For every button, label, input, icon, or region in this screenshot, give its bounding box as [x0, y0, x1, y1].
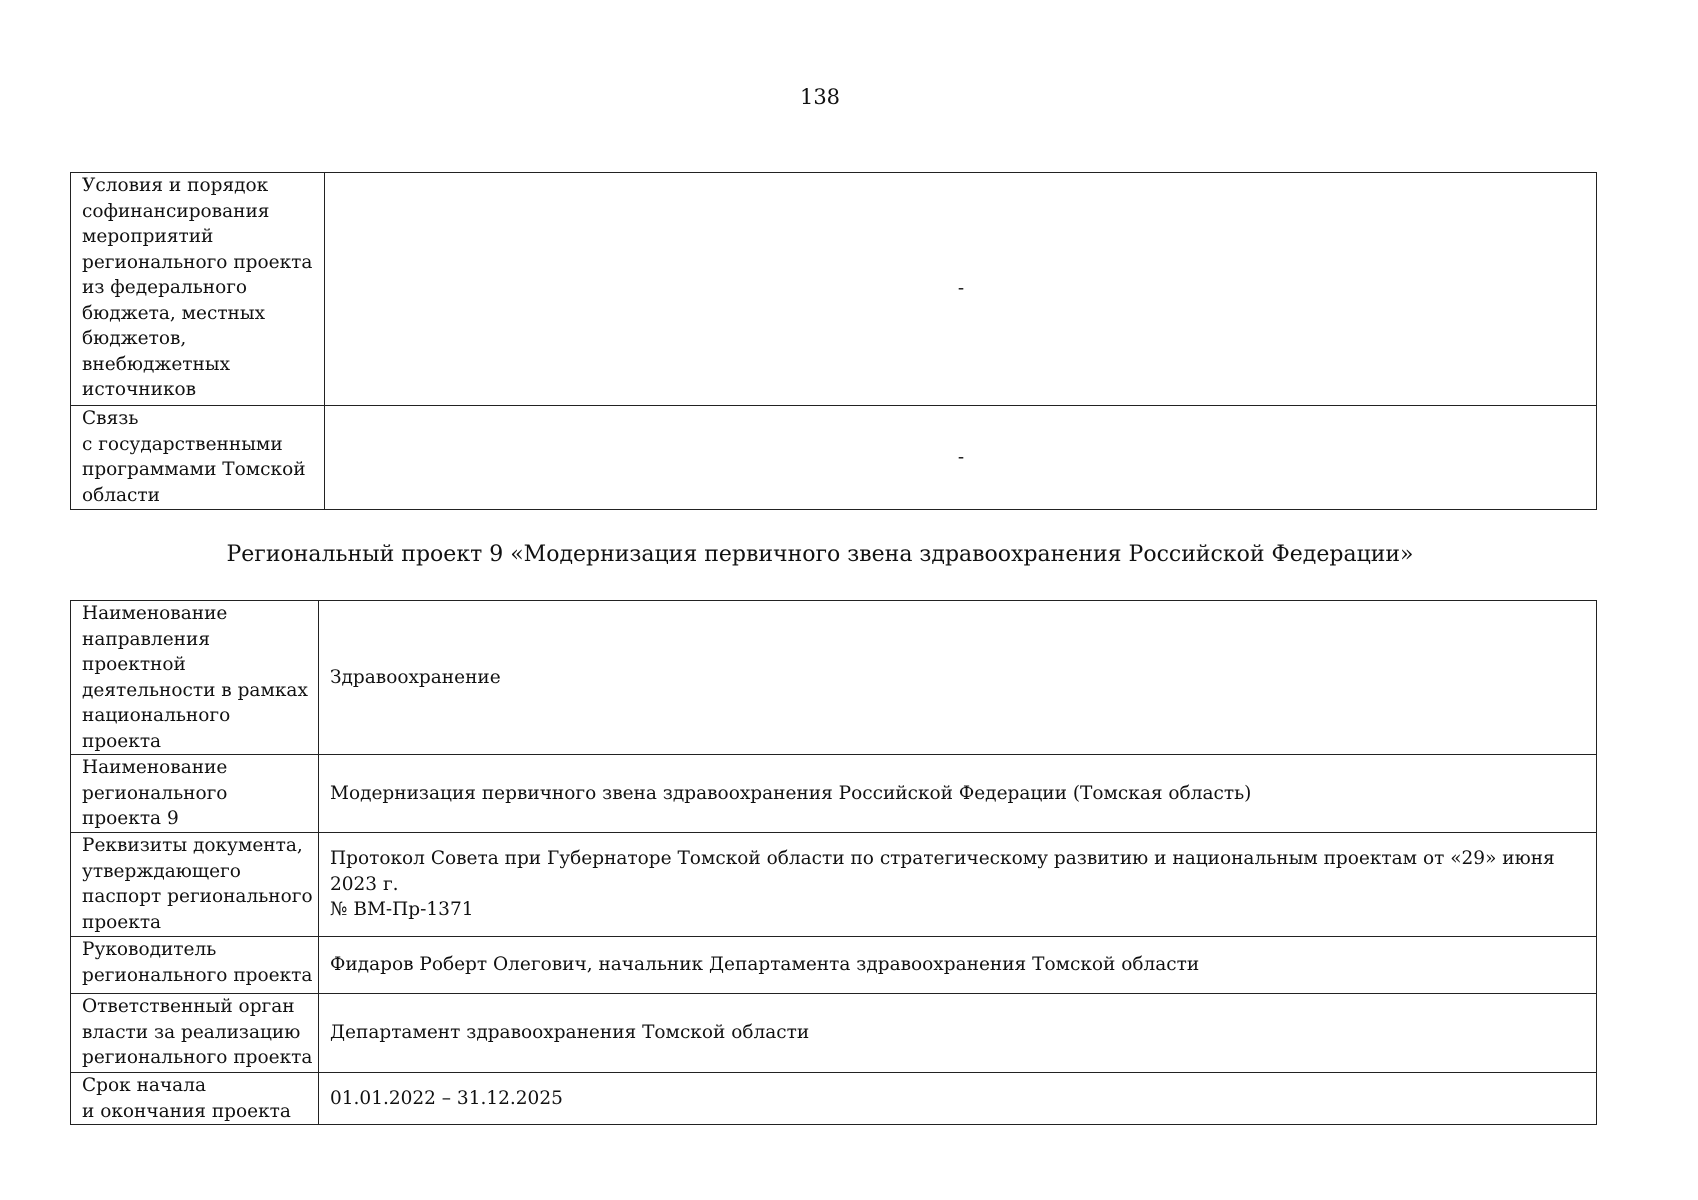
table-row: [71, 937, 1597, 994]
row-value-direction-name: Здравоохранение: [319, 601, 1597, 755]
project-passport-table: [70, 600, 1597, 1125]
row-label-responsible-body: Ответственный орган власти за реализацию регионального проекта: [71, 994, 319, 1073]
row-label-direction-name: Наименование направления проектной деятельности в рамках национального проекта: [71, 601, 319, 755]
row-label-cofinancing-conditions: Условия и порядок софинансирования мероприятий регионального проекта из федерального бюджета, местных бюджетов, внебюджетных источников: [71, 173, 325, 406]
row-label-project-period: Срок начала и окончания проекта: [71, 1073, 319, 1125]
row-value-project-period: 01.01.2022 – 31.12.2025: [319, 1073, 1597, 1125]
table-row: [71, 406, 1597, 510]
table-row: [71, 601, 1597, 755]
row-value-cofinancing-conditions: -: [325, 173, 1597, 406]
table-row: [71, 1073, 1597, 1125]
row-value-state-programs-link: -: [325, 406, 1597, 510]
row-label-project-head: Руководитель регионального проекта: [71, 937, 319, 994]
row-value-project-name: Модернизация первичного звена здравоохранения Российской Федерации (Томская область): [319, 755, 1597, 833]
cofinancing-table: [70, 172, 1597, 510]
page-number: 138: [799, 85, 841, 109]
table-row: [71, 994, 1597, 1073]
row-value-document-details: Протокол Совета при Губернаторе Томской области по стратегическому развитию и национальным проектам от «29» июня 2023 г. № ВМ-Пр-1371: [319, 833, 1597, 937]
table-row: [71, 173, 1597, 406]
table-row: [71, 755, 1597, 833]
row-label-state-programs-link: Связь с государственными программами Томской области: [71, 406, 325, 510]
row-value-responsible-body: Департамент здравоохранения Томской области: [319, 994, 1597, 1073]
table-row: [71, 833, 1597, 937]
row-label-project-name: Наименование регионального проекта 9: [71, 755, 319, 833]
section-heading: Региональный проект 9 «Модернизация первичного звена здравоохранения Российской Федерации»: [226, 542, 1414, 567]
row-label-document-details: Реквизиты документа, утверждающего паспорт регионального проекта: [71, 833, 319, 937]
row-value-project-head: Фидаров Роберт Олегович, начальник Департамента здравоохранения Томской области: [319, 937, 1597, 994]
